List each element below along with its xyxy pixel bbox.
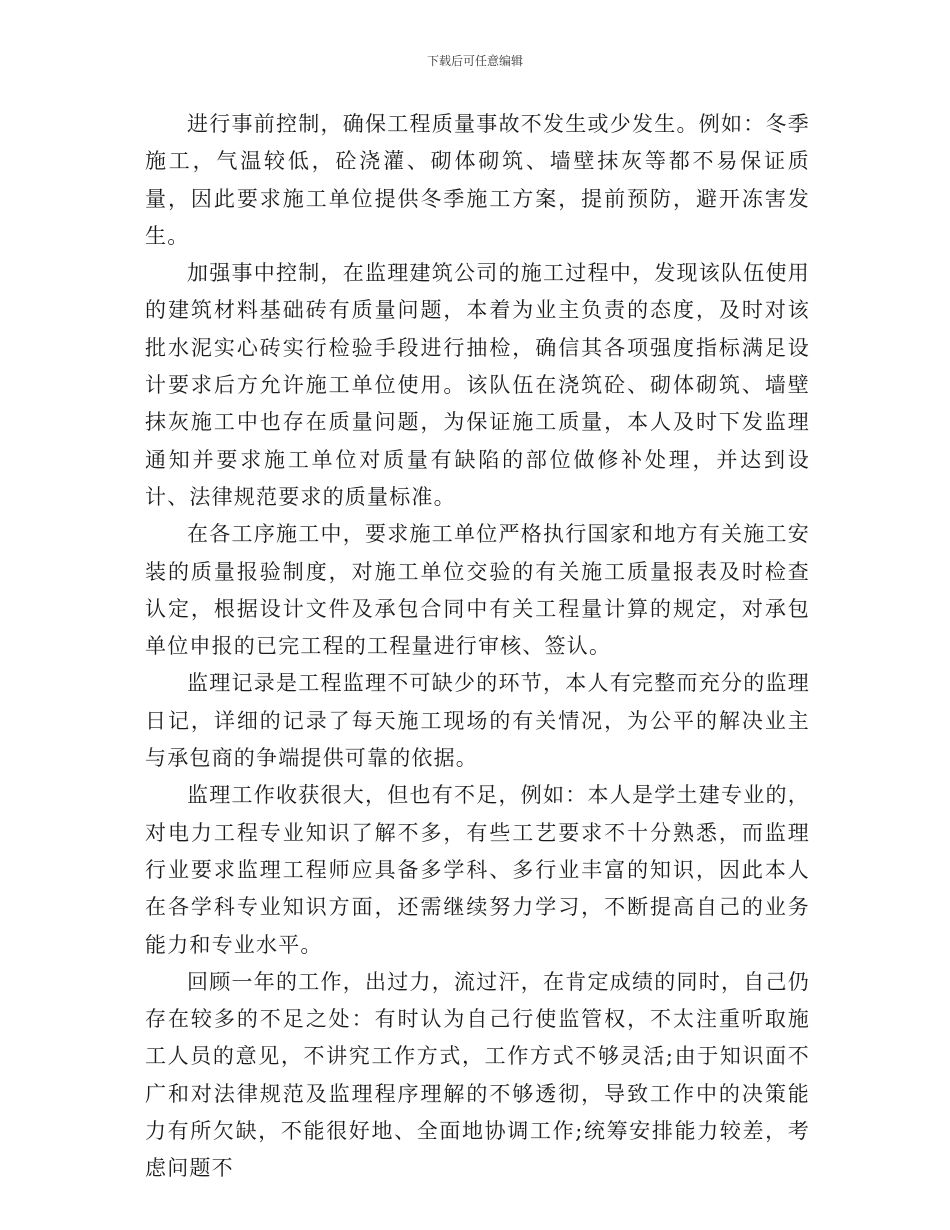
paragraph: 加强事中控制，在监理建筑公司的施工过程中，发现该队伍使用的建筑材料基础砖有质量问题，本着为业主负责的态度，及时对该批水泥实心砖实行检验手段进行抽检，确信其各项强度指标满足设计要求后方允许施工单位使用。该队伍在浇筑砼、砌体砌筑、墙壁抹灰施工中也存在质量问题，为保证施工质量，本人及时下发监理通知并要求施工单位对质量有缺陷的部位做修补处理，并达到设计、法律规范要求的质量标准。 <box>145 261 810 509</box>
paragraph: 在各工序施工中，要求施工单位严格执行国家和地方有关施工安装的质量报验制度，对施工单位交验的有关施工质量报表及时检查认定，根据设计文件及承包合同中有关工程量计算的规定，对承包单位申报的已完工程的工程量进行审核、签认。 <box>145 522 810 659</box>
paragraph: 监理记录是工程监理不可缺少的环节，本人有完整而充分的监理日记，详细的记录了每天施工现场的有关情况，为公平的解决业主与承包商的争端提供可靠的依据。 <box>145 671 810 771</box>
paragraph: 进行事前控制，确保工程质量事故不发生或少发生。例如：冬季施工，气温较低，砼浇灌、砌体砌筑、墙壁抹灰等都不易保证质量，因此要求施工单位提供冬季施工方案，提前预防，避开冻害发生。 <box>145 112 810 248</box>
document-body <box>145 106 810 1188</box>
paragraph: 监理工作收获很大，但也有不足，例如：本人是学土建专业的，对电力工程专业知识了解不多，有些工艺要求不十分熟悉，而监理行业要求监理工程师应具备多学科、多行业丰富的知识，因此本人在各学科专业知识方面，还需继续努力学习，不断提高自己的业务能力和专业水平。 <box>145 783 810 957</box>
page-header: 下载后可任意编辑 <box>426 54 523 68</box>
paragraph: 回顾一年的工作，出过力，流过汗，在肯定成绩的同时，自己仍存在较多的不足之处：有时认为自己行使监管权，不太注重听取施工人员的意见，不讲究工作方式，工作方式不够灵活;由于知识面不广和对法律规范及监理程序理解的不够透彻，导致工作中的决策能力有所欠缺，不能很好地、全面地协调工作;统筹安排能力较差，考虑问题不 <box>145 969 810 1181</box>
